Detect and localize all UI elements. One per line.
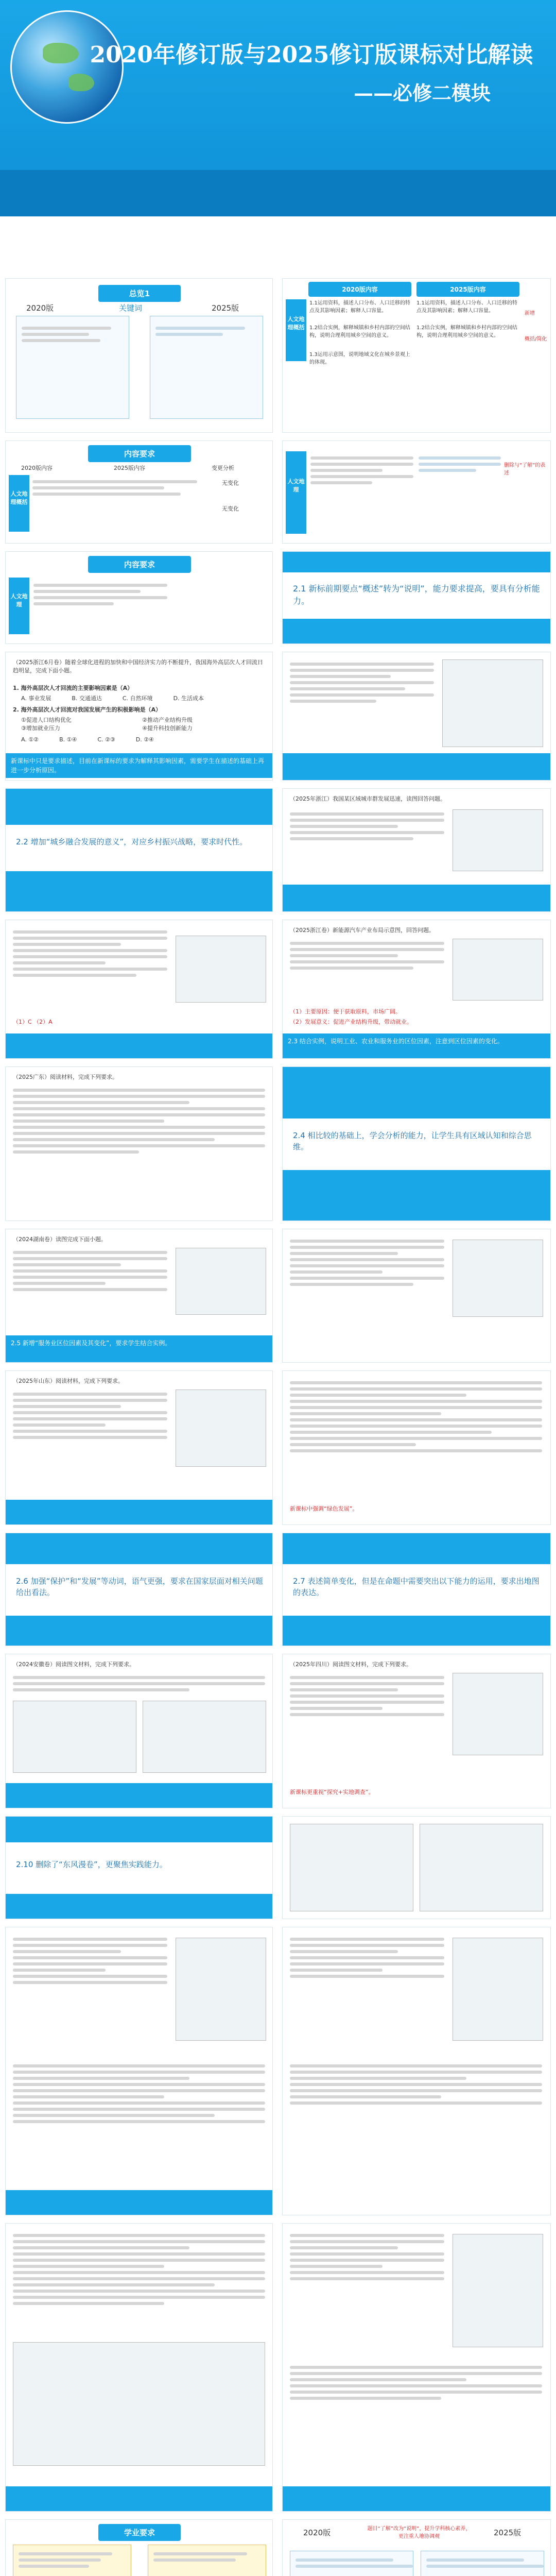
overview-header: 总览1 (98, 285, 181, 302)
answer[interactable]: C. ②③ (97, 736, 115, 743)
req-header: 学业要求 (98, 2524, 181, 2541)
q-footer (6, 2190, 273, 2215)
map-figure (453, 809, 543, 871)
photo-figure (420, 1824, 543, 1911)
no-change: 无变化 (222, 505, 239, 512)
col-header: 变更分析 (212, 465, 234, 471)
slide-map-1 (282, 652, 551, 781)
answer-line: （2）发展意义：促进产业结构升级，带动就业。 (290, 1019, 412, 1025)
right-year: 2025版 (212, 303, 239, 313)
slide-question-3 (5, 920, 273, 1059)
slide-question-7 (5, 1370, 273, 1525)
answer[interactable]: B. ①④ (59, 736, 77, 743)
hero-band (0, 170, 556, 216)
statement: ④提升科技创新能力 (142, 725, 193, 732)
photo-figure (453, 1938, 543, 2041)
map-figure (176, 1389, 266, 1467)
q-footer: 2.3 结合实例，说明工业、农业和服务业的区位因素，注意到区位因素的变化。 (283, 1033, 551, 1059)
table-cell: 1.2结合实例，解释城镇和乡村内部的空间结构，说明合理利用城乡空间的意义。 (309, 325, 410, 338)
left-year: 2020版 (303, 2528, 331, 2537)
callout-text: 2.4 相比较的基础上，学会分析的能力，让学生具有区域认知和综合思维。 (293, 1131, 532, 1151)
q-answers (21, 736, 263, 744)
slide-overview (5, 278, 273, 433)
callout-text: 2.1 新标前期要点“概述”转为“说明”，能力要求提高，要具有分析能力。 (293, 584, 540, 606)
slide-table-2 (282, 440, 551, 544)
callout-text: 2.2 增加“城乡融合发展的意义”，对应乡村振兴战略，要求时代性。 (16, 837, 248, 846)
photo-figure (453, 1673, 543, 1755)
slide-question-4 (282, 920, 551, 1059)
no-change: 无变化 (222, 480, 239, 486)
statement: ②推动产业结构升级 (142, 717, 193, 723)
right-box (421, 2551, 544, 2576)
option[interactable]: D. 生活成本 (173, 695, 204, 702)
q-footer (6, 1033, 273, 1059)
table-header-right: 2025版内容 (416, 282, 519, 297)
answer-line: （1）主要原因：便于获取原料，市场广阔。 (290, 1008, 401, 1015)
map-figure (453, 1240, 543, 1317)
col-header: 2025版内容 (114, 465, 145, 471)
q-text: 2. 海外高层次人才回流对我国发展产生的积极影响是（A） (13, 706, 162, 713)
map-figure (13, 2342, 265, 2466)
table-cell: 1.1运用资料，描述人口分布、人口迁移的特点及其影响因素；解释人口容量。 (309, 300, 410, 314)
q-text: （2025浙江卷）新能源汽车产业布局示意图，回答问题。 (290, 927, 435, 934)
slide-compare (282, 2519, 551, 2576)
left-box (290, 2551, 413, 2576)
change-note: 删除与“了解”的表述 (504, 463, 546, 476)
callout-slide-2-2 (5, 788, 273, 912)
row-label: 人文地理 (287, 478, 305, 493)
slide-content-req-1 (5, 440, 273, 544)
slide-question-1 (5, 652, 273, 781)
table-header-left: 2020版内容 (308, 282, 411, 297)
content-header: 内容要求 (88, 445, 191, 462)
q-footer (6, 2486, 273, 2512)
keyword: 关键词 (119, 303, 143, 313)
slide-table-1 (282, 278, 551, 433)
callout-text: 2.10 删除了“东风漫卷”，更聚焦实践能力。 (16, 1860, 167, 1869)
map-figure (176, 1938, 266, 2041)
slide-question-6 (5, 1229, 273, 1363)
right-req-box (148, 2545, 266, 2576)
slide-question-10 (282, 1654, 551, 1808)
q-text: （2025年四川）阅读图文材料，完成下列要求。 (290, 1661, 412, 1668)
right-box (150, 316, 263, 419)
q-intro: （2025浙江6月卷）随着全球化进程的加快和中国经济实力的不断提升，我国海外高层次人才回流日趋明显，完成下面小题。 (13, 659, 263, 674)
slide-question-12 (282, 1927, 551, 2215)
note: 新课标中强调“绿色发展”。 (290, 1505, 358, 1512)
col-header: 2020版内容 (21, 465, 53, 471)
map-figure (442, 659, 543, 747)
photo-figure (143, 1701, 266, 1773)
slide-academic-req (5, 2519, 273, 2576)
map-footer (283, 753, 551, 781)
right-year: 2025版 (494, 2528, 522, 2537)
table-cell: 1.3运用示意图，说明地域文化在城乡景观上的体现。 (309, 352, 410, 365)
slide-question-11 (5, 1927, 273, 2215)
answer[interactable]: D. ②④ (135, 736, 154, 743)
slide-content-req-2 (5, 551, 273, 644)
answer-key: （1）C （2）A (13, 1019, 53, 1025)
left-req-box (13, 2545, 131, 2576)
callout-slide-2-10 (5, 1816, 273, 1919)
left-box (16, 316, 129, 419)
option[interactable]: C. 自然环境 (122, 695, 153, 702)
option[interactable]: A. 事业发展 (21, 695, 51, 702)
slide-question-5 (5, 1066, 273, 1221)
callout-slide-2-1 (282, 551, 551, 644)
q-footer (6, 1783, 273, 1808)
callout-slide-2-6 (5, 1533, 273, 1646)
table-cell: 1.2结合实例，解释城镇和乡村内部的空间结构，说明合理利用城乡空间的意义。 (416, 325, 517, 338)
row-label-cell (9, 578, 29, 634)
row-label: 人文地理概括 (10, 490, 28, 505)
callout-text: 2.7 表述简单变化，但是在命题中需要突出以下能力的运用，要求出地图的表达。 (293, 1577, 540, 1597)
note: 新课标更重视“探究+实地调查”。 (290, 1789, 374, 1795)
map-figure (453, 2234, 543, 2347)
hero-title: 2020年修订版与2025修订版课标对比解读 (90, 42, 533, 68)
q-footer (283, 2486, 551, 2512)
q-text: 1. 海外高层次人才回流的主要影响因素是（A） (13, 685, 133, 691)
table-cell: 1.1运用资料，描述人口分布、人口迁移的特点及其影响因素；解释人口容量。 (416, 300, 517, 314)
slide-figures (282, 1816, 551, 1919)
change-note: 概括/简化 (525, 336, 547, 342)
slide-question-14 (282, 2223, 551, 2512)
row-label: 人文地理 (10, 593, 28, 608)
map-figure (453, 939, 543, 1001)
slide-question-9 (5, 1654, 273, 1808)
row-label-cell (9, 475, 29, 532)
row-label: 人文地理概括 (287, 316, 305, 331)
callout-text: 2.6 加强“保护”和“发展”等动词，语气更强，要求在国家层面对相关问题给出看法。 (16, 1577, 263, 1597)
q-text: （2025年山东）阅读材料，完成下列要求。 (13, 1378, 124, 1384)
q-footer: 2.5 新增“服务业区位因素及其变化”，要求学生结合实例。 (6, 1335, 273, 1363)
q-footer: 新课标中只是要求描述，目前在新课标的要求为解释其影响因素，需要学生在描述的基础上再进一步分析原因。 (6, 753, 273, 778)
chart-figure (176, 1248, 266, 1315)
slide-question-2 (282, 788, 551, 912)
q-statements (21, 716, 263, 733)
option[interactable]: B. 交通通达 (72, 695, 102, 702)
map-figure (13, 1701, 136, 1773)
callout-slide-2-7 (282, 1533, 551, 1646)
statement: ③增加就业压力 (21, 725, 60, 732)
hero-subtitle: ——必修二模块 (353, 81, 491, 105)
content-header: 内容要求 (88, 556, 191, 573)
q-text: （2024安徽卷）阅读图文材料，完成下列要求。 (13, 1661, 135, 1668)
slide-question-8 (282, 1370, 551, 1525)
q-text: （2025广东）阅读材料，完成下列要求。 (13, 1074, 118, 1080)
map-figure (290, 1824, 413, 1911)
q-text: （2025年浙江）我国某区域城市群发展迅速，读图回答问题。 (290, 795, 446, 802)
row-label-cell (286, 451, 306, 534)
q-options (21, 694, 263, 703)
map-figure (176, 936, 266, 1003)
callout-slide-2-4 (282, 1066, 551, 1221)
slide-question-6b (282, 1229, 551, 1363)
left-year: 2020版 (26, 303, 54, 313)
change-tag: 新增 (525, 311, 535, 316)
q-text: （2024湖南卷）读图完成下面小题。 (13, 1236, 107, 1243)
q-footer (6, 1500, 273, 1525)
statement: ①促进人口结构优化 (21, 717, 72, 723)
answer[interactable]: A. ①② (21, 736, 39, 743)
compare-note: 题目“了解”改为“说明”，提升学科核心素养，更注重人地协调观 (367, 2526, 471, 2539)
q-footer (283, 885, 551, 912)
row-label-cell (286, 299, 306, 361)
slide-question-13 (5, 2223, 273, 2512)
